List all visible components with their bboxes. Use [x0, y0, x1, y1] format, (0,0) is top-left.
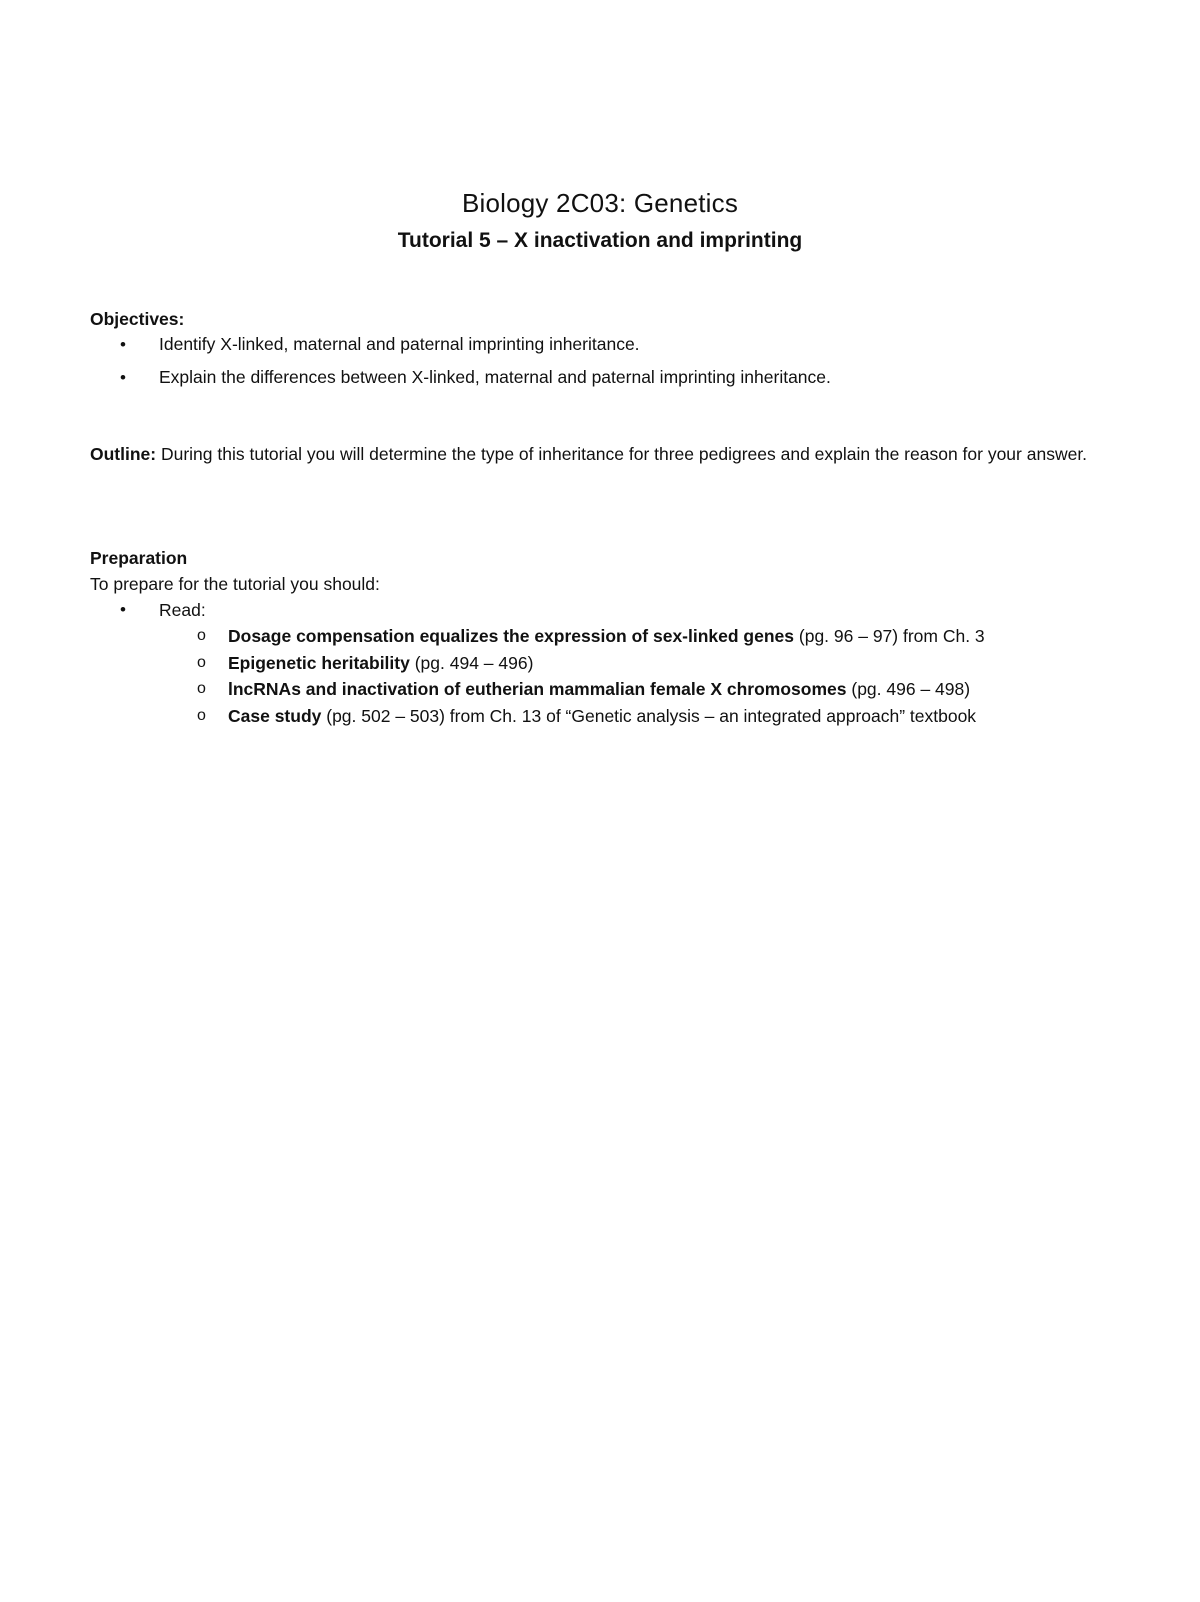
list-item [90, 676, 1120, 703]
outline-text: During this tutorial you will determine the type of inheritance for three pedigrees and explain the reason for your answer. [156, 444, 1088, 464]
reading-title: Case study [228, 705, 322, 726]
objective-text: Explain the differences between X-linked, maternal and paternal imprinting inheritance. [159, 367, 831, 387]
list-item [90, 623, 1120, 650]
objectives-list [90, 328, 1120, 394]
outline-section [90, 441, 1120, 467]
reading-detail: (pg. 494 – 496) [409, 652, 534, 673]
list-item [90, 597, 1120, 623]
bullet-icon: • [120, 368, 126, 387]
sub-bullet-icon: o [197, 627, 206, 644]
sub-bullet-icon: o [197, 680, 206, 697]
bullet-icon: • [120, 335, 126, 354]
objective-text: Identify X-linked, maternal and paternal imprinting inheritance. [159, 334, 640, 354]
preparation-list [90, 597, 1120, 623]
read-label: Read: [159, 600, 206, 620]
list-item [90, 703, 1120, 730]
reading-detail: (pg. 502 – 503) from Ch. 13 of “Genetic analysis – an integrated approach” textbook [321, 705, 977, 726]
sub-bullet-icon: o [197, 653, 206, 671]
list-item [90, 328, 1120, 361]
reading-title: lncRNAs and inactivation of eutherian mammalian female X chromosomes [228, 679, 847, 699]
outline-label: Outline: [90, 444, 157, 464]
reading-title: Dosage compensation equalizes the expression of sex-linked genes [228, 626, 795, 646]
preparation-section [90, 545, 1120, 729]
objectives-section [90, 306, 1120, 394]
list-item [90, 361, 1120, 394]
reading-title: Epigenetic heritability [228, 652, 410, 673]
document-title: Biology 2C03: Genetics [461, 188, 739, 218]
preparation-intro: To prepare for the tutorial you should: [90, 574, 380, 594]
reading-detail: (pg. 96 – 97) from Ch. 3 [794, 626, 985, 646]
bullet-icon: • [120, 600, 126, 619]
document-subtitle: Tutorial 5 – X inactivation and imprinting [397, 229, 803, 252]
sub-bullet-icon: o [197, 706, 206, 724]
readings-list [90, 623, 1120, 729]
objectives-heading: Objectives: [90, 309, 185, 329]
preparation-heading: Preparation [90, 548, 188, 568]
list-item [90, 650, 1120, 677]
reading-detail: (pg. 496 – 498) [846, 679, 971, 699]
